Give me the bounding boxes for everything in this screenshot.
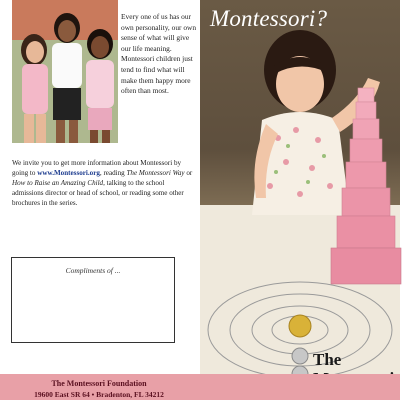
invite-text-4: , talking to the school admissions director or head of school, or reading some other brochures in the series. — [12, 179, 184, 207]
brochure-cover — [200, 0, 400, 374]
cover-photo — [200, 0, 400, 374]
footer-address: 19600 East SR 64 • Bradenton, FL 34212 — [34, 390, 164, 399]
compliments-label: Compliments of ... — [65, 266, 121, 275]
intro-paragraph: Every one of us has our own personality, our own sense of what will give our life meaning. Montessori children just tend to find what will make them happy more often than most. — [121, 12, 197, 96]
invite-text-2: , reading — [99, 169, 127, 177]
footer-band — [0, 374, 400, 400]
cover-title: Montessori? — [210, 6, 328, 31]
website-link[interactable]: www.Montessori.org — [37, 169, 100, 177]
book-title-2: How to Raise an Amazing Child — [12, 179, 104, 187]
compliments-box — [11, 257, 175, 343]
invite-paragraph — [12, 158, 194, 208]
invite-text-1: We invite you to get more information about Montessori by going to — [12, 159, 182, 177]
brochure-left-panel — [0, 0, 198, 400]
footer-org-name: The Montessori Foundation — [51, 379, 147, 388]
book-title-1: The Montessori Way — [126, 169, 185, 177]
children-photo — [12, 0, 118, 143]
invite-text-3: or — [184, 169, 193, 177]
brand-line-1: The — [313, 350, 342, 369]
